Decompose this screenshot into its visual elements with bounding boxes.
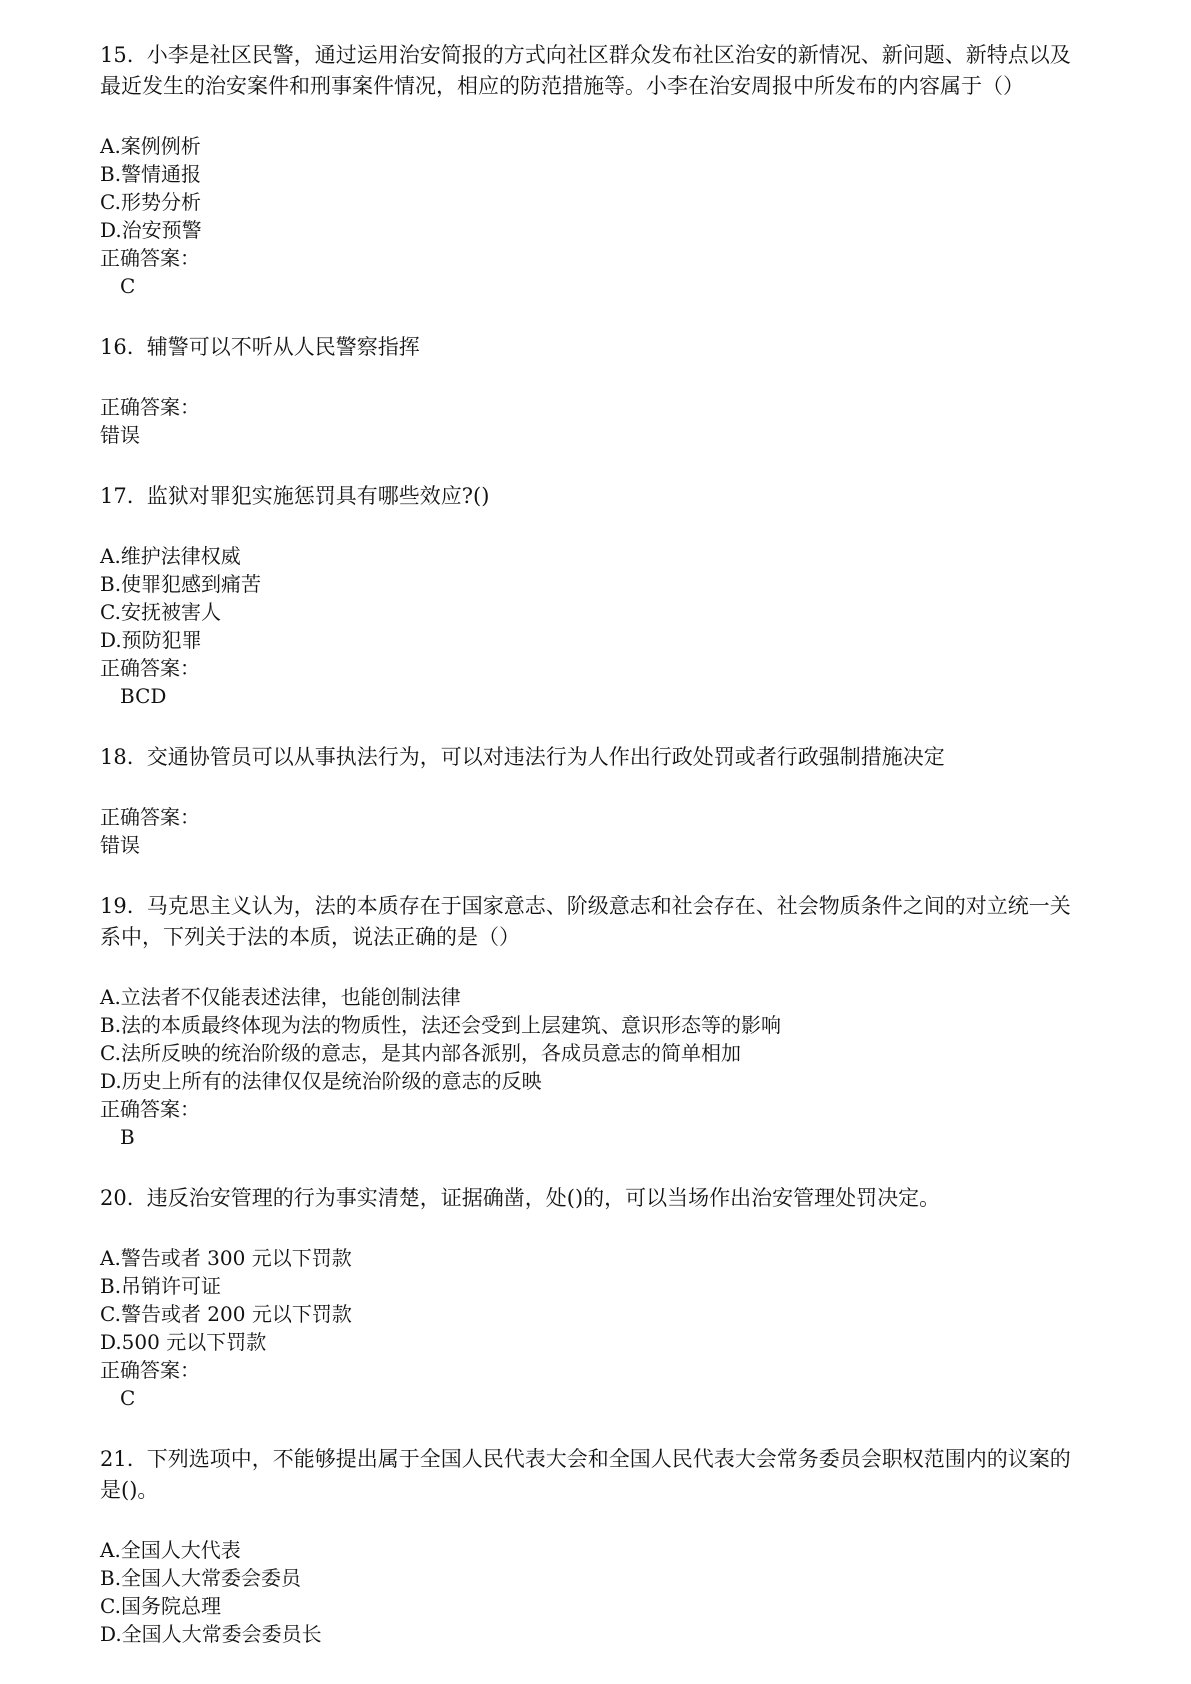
answer-value: B <box>120 1125 135 1149</box>
question-17 <box>100 481 1091 710</box>
question-text: 马克思主义认为，法的本质存在于国家意志、阶级意志和社会存在、社会物质条件之间的对立统一关系中，下列关于法的本质，说法正确的是（） <box>100 894 1071 949</box>
option-d: D.500 元以下罚款 <box>100 1330 267 1354</box>
option-a: A.维护法律权威 <box>100 544 241 568</box>
option-b: B.法的本质最终体现为法的物质性，法还会受到上层建筑、意识形态等的影响 <box>100 1013 782 1037</box>
question-text: 交通协管员可以从事执法行为，可以对违法行为人作出行政处罚或者行政强制措施决定 <box>146 745 945 769</box>
option-a: A.案例例析 <box>100 134 201 158</box>
answer-value: BCD <box>120 684 167 708</box>
question-stem <box>100 332 1091 363</box>
question-19 <box>100 891 1091 1151</box>
option-b: B.全国人大常委会委员 <box>100 1566 302 1590</box>
option-c: C.形势分析 <box>100 190 201 214</box>
option-b: B.使罪犯感到痛苦 <box>100 572 262 596</box>
question-number: 20. <box>100 1186 134 1210</box>
question-text: 辅警可以不听从人民警察指挥 <box>146 335 420 359</box>
option-d: D.治安预警 <box>100 218 202 242</box>
question-18 <box>100 742 1091 859</box>
question-number: 19. <box>100 894 134 918</box>
option-d: D.预防犯罪 <box>100 628 202 652</box>
question-number: 16. <box>100 335 134 359</box>
answer-label: 正确答案： <box>100 805 200 829</box>
question-number: 21. <box>100 1447 134 1471</box>
option-c: C.法所反映的统治阶级的意志，是其内部各派别，各成员意志的简单相加 <box>100 1041 741 1065</box>
answer-label: 正确答案： <box>100 656 200 680</box>
answer-value: 错误 <box>100 423 140 447</box>
question-stem <box>100 742 1091 773</box>
question-text: 下列选项中，不能够提出属于全国人民代表大会和全国人民代表大会常务委员会职权范围内的议案的是()。 <box>100 1447 1071 1502</box>
question-20 <box>100 1183 1091 1412</box>
question-number: 17. <box>100 484 134 508</box>
question-stem <box>100 40 1091 102</box>
question-text: 小李是社区民警，通过运用治安简报的方式向社区群众发布社区治安的新情况、新问题、新特点以及最近发生的治安案件和刑事案件情况，相应的防范措施等。小李在治安周报中所发布的内容属于（） <box>100 43 1071 98</box>
answer-value: C <box>120 274 136 298</box>
option-c: C.国务院总理 <box>100 1594 221 1618</box>
question-stem <box>100 1444 1091 1506</box>
answer-label: 正确答案： <box>100 1097 200 1121</box>
question-stem <box>100 891 1091 953</box>
question-number: 15. <box>100 43 134 67</box>
answer-label: 正确答案： <box>100 1358 200 1382</box>
option-a: A.全国人大代表 <box>100 1538 241 1562</box>
question-text: 监狱对罪犯实施惩罚具有哪些效应?() <box>146 484 490 508</box>
question-stem <box>100 481 1091 512</box>
question-text: 违反治安管理的行为事实清楚，证据确凿，处()的，可以当场作出治安管理处罚决定。 <box>146 1186 941 1210</box>
answer-value: 错误 <box>100 833 140 857</box>
answer-value: C <box>120 1386 136 1410</box>
question-16 <box>100 332 1091 449</box>
option-d: D.历史上所有的法律仅仅是统治阶级的意志的反映 <box>100 1069 542 1093</box>
question-15 <box>100 40 1091 300</box>
question-stem <box>100 1183 1091 1214</box>
question-21 <box>100 1444 1091 1648</box>
option-d: D.全国人大常委会委员长 <box>100 1622 322 1646</box>
option-a: A.警告或者 300 元以下罚款 <box>100 1246 352 1270</box>
option-b: B.吊销许可证 <box>100 1274 222 1298</box>
answer-label: 正确答案： <box>100 246 200 270</box>
answer-label: 正确答案： <box>100 395 200 419</box>
option-c: C.安抚被害人 <box>100 600 221 624</box>
option-b: B.警情通报 <box>100 162 202 186</box>
option-a: A.立法者不仅能表述法律，也能创制法律 <box>100 985 461 1009</box>
question-number: 18. <box>100 745 134 769</box>
option-c: C.警告或者 200 元以下罚款 <box>100 1302 352 1326</box>
